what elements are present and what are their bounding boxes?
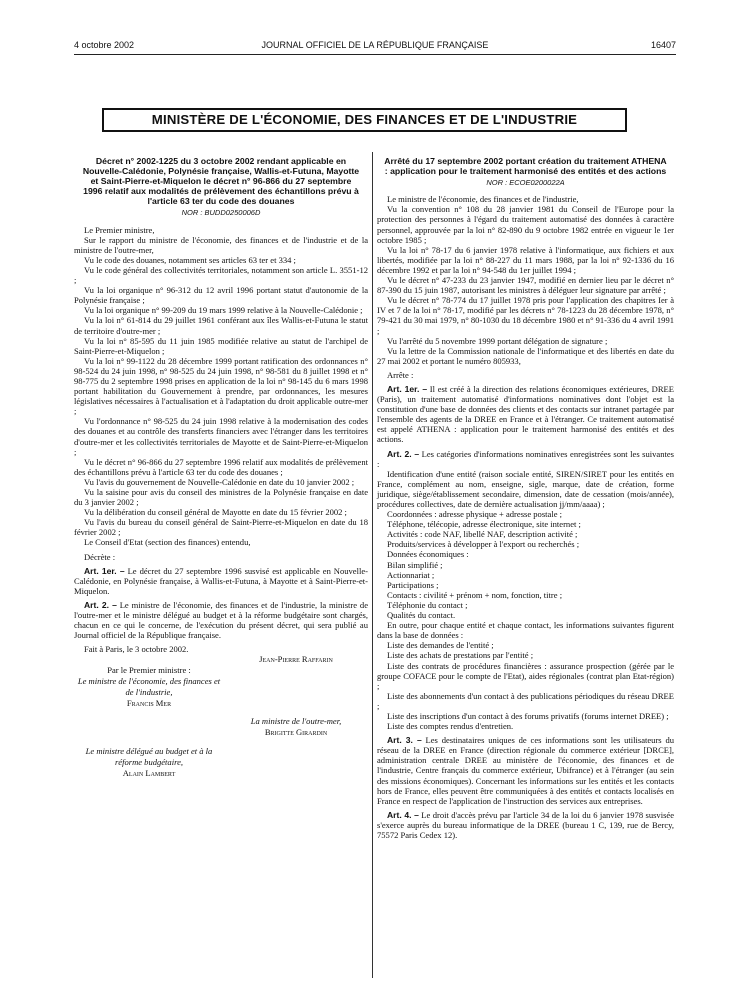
visa-paragraph: Vu l'ordonnance n° 98-525 du 24 juin 1998 relative à la modernisation des codes des douanes et au contrôle des transferts financiers avec l'étranger dans les territoires d'outre-mer et les collectivités territoriales de Mayotte et de Saint-Pierre-et-Miquelon ; [74,416,368,457]
right-column [377,156,674,840]
arrete-article-2-text: Les catégories d'informations nominatives enregistrées sont les suivantes : [377,448,674,469]
visa-paragraph: Vu l'avis du bureau du conseil général de Saint-Pierre-et-Miquelon en date du 18 février 2002 ; [74,517,368,538]
decree-visas [74,225,368,548]
info-list-item: Liste des demandes de l'entité ; [387,640,494,651]
info-list-item: En outre, pour chaque entité et chaque contact, les informations suivantes figurent dans la base de données : [377,620,674,641]
info-list-item: Identification d'une entité (raison sociale entité, SIREN/SIRET pour les entités en France, complément au nom, enseigne, sigle, marque, date de création, forme juridique, siège/établissement secondaire, dimension, date de cessation (mois/année), procédures collectives, date de dernière actualisation jj/mm/aaaa) ; [377,468,674,509]
arrete-visas [377,194,674,366]
info-list-item: Contacts : civilité + prénom + nom, fonction, titre ; [387,589,563,600]
signature-prime-minister: Jean-Pierre Raffarin [259,654,333,665]
article-1-label: Art. 1er. – [84,565,125,576]
arrete-article-2 [377,449,674,469]
decree-article-1 [74,566,368,596]
arrete-article-2-label: Art. 2. – [387,448,420,459]
signature-economy-name: Francis Mer [126,698,172,709]
arrete-info-list [377,469,674,731]
visa-paragraph: Vu la saisine pour avis du conseil des ministres de la Polynésie française en date du 3 janvier 2002 ; [74,487,368,508]
decree-done-at: Fait à Paris, le 3 octobre 2002. [84,644,189,655]
signature-outremer-title: La ministre de l'outre-mer, [250,716,342,727]
arrete-article-1-text: Il est créé à la direction des relations économiques extérieures, DREE (Paris), un traitement automatisé d'informations nominatives dont l'objet est la constitution d'une base de données des clients et des contacts sur intranet partagée par l'ensemble des agents de la DREE en France et à l'étranger. Ce traitement automatisé est appelé ATHENA : application pour le traitement harmonisé des entités et des actions. [377,383,674,445]
signature-outremer-name: Brigitte Girardin [264,727,328,738]
visa-paragraph: Vu la loi n° 78-17 du 6 janvier 1978 relative à l'informatique, aux fichiers et aux libertés, modifiée par la loi n° 88-227 du 11 mars 1988, par la loi n° 92-1336 du 16 décembre 1992 et par la loi n° 94-548 du 1er juillet 1994 ; [377,244,674,275]
info-list-item: Liste des achats de prestations par l'entité ; [387,650,534,661]
signature-budget-title: Le ministre délégué au budget et à la réforme budgétaire, [85,746,213,767]
visa-paragraph: Vu le code général des collectivités territoriales, notamment son article L. 3551-12 ; [74,264,368,286]
arrete-article-4 [377,810,674,840]
decree-title: Décret n° 2002-1225 du 3 octobre 2002 rendant applicable en Nouvelle-Calédonie, Polynésie française, Wallis-et-Futuna, Mayotte et Saint-Pierre-et-Miquelon le décret n° 96-866 du 27 septembre 1996 relatif aux modalités de prélèvement des échantillons prévu à l'article 63 ter du code des douanes [82,156,360,207]
visa-paragraph: Vu le décret n° 47-233 du 23 janvier 1947, modifié en dernier lieu par le décret n° 87-390 du 15 juin 1987, autorisant les ministres à déléguer leur signature par arrêté ; [377,275,674,296]
info-list-item: Liste des abonnements d'un contact à des publications périodiques du réseau DREE ; [377,690,674,711]
visa-paragraph: Vu la loi organique n° 99-209 du 19 mars 1999 relative à la Nouvelle-Calédonie ; [84,305,363,316]
header-journal-title: JOURNAL OFFICIEL DE LA RÉPUBLIQUE FRANÇAISE [261,40,489,50]
visa-paragraph: Vu le décret n° 78-774 du 17 juillet 1978 pris pour l'application des chapitres Ier à IV et 7 de la loi n° 78-17, modifié par les décrets n° 78-1223 du 28 décembre 1978, n° 79-421 du 30 mai 1979, n° 80-1030 du 18 décembre 1980 et n° 91-336 du 4 avril 1991 ; [377,295,674,336]
arrete-article-1 [377,384,674,445]
info-list-item: Produits/services à développer à l'export ou recherchés ; [387,539,580,550]
visa-paragraph: Vu le décret n° 96-866 du 27 septembre 1996 relatif aux modalités de prélèvement des échantillons prévu à l'article 63 ter du code des douanes ; [74,456,368,477]
decree-article-2 [74,600,368,640]
info-list-item: Qualités du contact. [387,610,456,621]
info-list-item: Téléphonie du contact ; [387,599,468,610]
left-column [74,156,368,804]
ministry-banner: MINISTÈRE DE L'ÉCONOMIE, DES FINANCES ET DE L'INDUSTRIE [102,108,627,132]
info-list-item: Activités : code NAF, libellé NAF, description activité ; [387,529,578,540]
info-list-item: Bilan simplifié ; [387,559,443,570]
header-rule [74,54,676,55]
info-list-item: Données économiques : [387,549,469,560]
arrete-arrete: Arrête : [387,369,414,380]
signature-budget-name: Alain Lambert [122,768,176,779]
visa-paragraph: Sur le rapport du ministre de l'économie, des finances et de l'industrie et de la ministre de l'outre-mer, [74,234,368,255]
article-1-text: Le décret du 27 septembre 1996 susvisé est applicable en Nouvelle-Calédonie, en Polynésie française, à Wallis-et-Futuna, à Mayotte et à Saint-Pierre-et-Miquelon. [74,565,368,596]
info-list-item: Téléphone, télécopie, adresse électronique, site internet ; [387,519,581,530]
visa-paragraph: Vu le code des douanes, notamment ses articles 63 ter et 334 ; [84,254,296,265]
arrete-article-4-label: Art. 4. – [387,809,419,820]
page-header [74,40,676,54]
decree-decrete: Décrète : [84,551,116,562]
column-separator [372,152,373,978]
visa-paragraph: Vu la loi n° 61-814 du 29 juillet 1961 conférant aux îles Wallis-et-Futuna le statut de territoire d'outre-mer ; [74,315,368,336]
info-list-item: Actionnariat ; [387,569,435,580]
visa-paragraph: Le Conseil d'Etat (section des finances) entendu, [84,537,251,548]
visa-paragraph: Vu l'arrêté du 5 novembre 1999 portant délégation de signature ; [387,335,608,346]
header-page-number: 16407 [650,40,676,50]
signature-by-pm: Par le Premier ministre : [107,665,191,676]
arrete-article-1-label: Art. 1er. – [387,383,428,394]
arrete-nor: NOR : ECOE0200022A [486,178,565,188]
info-list-item: Liste des contrats de procédures financières : assurance prospection (gérée par le groupe COFACE pour le compte de l'Etat), aides régionales (contrat plan Etat-région) ; [377,660,674,691]
visa-paragraph: Vu la loi organique n° 96-312 du 12 avril 1996 portant statut d'autonomie de la Polynésie française ; [74,285,368,306]
visa-paragraph: Vu l'avis du gouvernement de Nouvelle-Calédonie en date du 10 janvier 2002 ; [84,476,355,487]
arrete-article-3 [377,735,674,806]
visa-paragraph: Le ministre de l'économie, des finances et de l'industrie, [387,194,579,205]
arrete-article-3-text: Les destinataires uniques de ces informations sont les utilisateurs du réseau de la DREE en France (direction régionale du commerce extérieur [DRCE], administration centrale DREE au ministère de l'économie, des finances et de l'industrie, Centre français du commerce extérieur, Ubifrance) et à l'étranger (au sein des missions économiques). Concernant les informations sur les entités et les contacts hors de France, elles peuvent être communiquées à des entités et contacts localisés en France en respect de l'application de l'instruction des services aux entreprises. [377,735,674,806]
info-list-item: Participations ; [387,579,439,590]
decree-nor: NOR : BUDD0250006D [181,208,261,218]
signatures [74,654,368,804]
info-list-item: Coordonnées : adresse physique + adresse postale ; [387,509,563,520]
info-list-item: Liste des comptes rendus d'entretien. [387,721,514,732]
visa-paragraph: Vu la convention n° 108 du 28 janvier 1981 du Conseil de l'Europe pour la protection des personnes à l'égard du traitement automatisé des données à caractère personnel, approuvée par la loi n° 82-890 du 9 octobre 1982 entrée en vigueur le 1er octobre 1985 ; [377,204,674,245]
header-date: 4 octobre 2002 [74,40,135,50]
signature-economy-title: Le ministre de l'économie, des finances et de l'industrie, [77,676,221,697]
article-2-text: Le ministre de l'économie, des finances et de l'industrie, la ministre de l'outre-mer et le ministre délégué au budget et à la réforme budgétaire sont chargés, chacun en ce qui le concerne, de l'exécution du présent décret, qui sera publié au Journal officiel de la République française. [74,599,368,641]
visa-paragraph: Vu la loi n° 85-595 du 11 juin 1985 modifiée relative au statut de l'archipel de Saint-Pierre-et-Miquelon ; [74,335,368,356]
arrete-article-3-label: Art. 3. – [387,735,422,746]
arrete-article-4-text: Le droit d'accès prévu par l'article 34 de la loi du 6 janvier 1978 susvisée s'exerce auprès du bureau informatique de la DREE (bureau 1 C, 139, rue de Bercy, 75572 Paris Cedex 12). [377,809,674,840]
arrete-title: Arrêté du 17 septembre 2002 portant création du traitement ATHENA : application pour le traitement harmonisé des entités et des actions [384,156,667,177]
visa-paragraph: Vu la lettre de la Commission nationale de l'informatique et des libertés en date du 27 mai 2002 et portant le numéro 805933, [377,345,674,366]
visa-paragraph: Vu la loi n° 99-1122 du 28 décembre 1999 portant ratification des ordonnances n° 98-524 du 24 juin 1998, n° 98-525 du 24 juin 1998, n° 98-581 du 8 juillet 1998 et n° 98-775 du 2 septembre 1998 prises en application de la loi n° 98-145 du 6 mars 1998 portant habilitation du Gouvernement à prendre, par ordonnances, les mesures législatives nécessaires à l'actualisation et à l'adaptation du droit applicable outre-mer ; [74,355,368,417]
visa-paragraph: Vu la délibération du conseil général de Mayotte en date du 15 février 2002 ; [84,507,347,518]
info-list-item: Liste des inscriptions d'un contact à des forums privatifs (forums internet DREE) ; [387,710,669,721]
visa-paragraph: Le Premier ministre, [84,224,155,235]
article-2-label: Art. 2. – [84,599,117,610]
